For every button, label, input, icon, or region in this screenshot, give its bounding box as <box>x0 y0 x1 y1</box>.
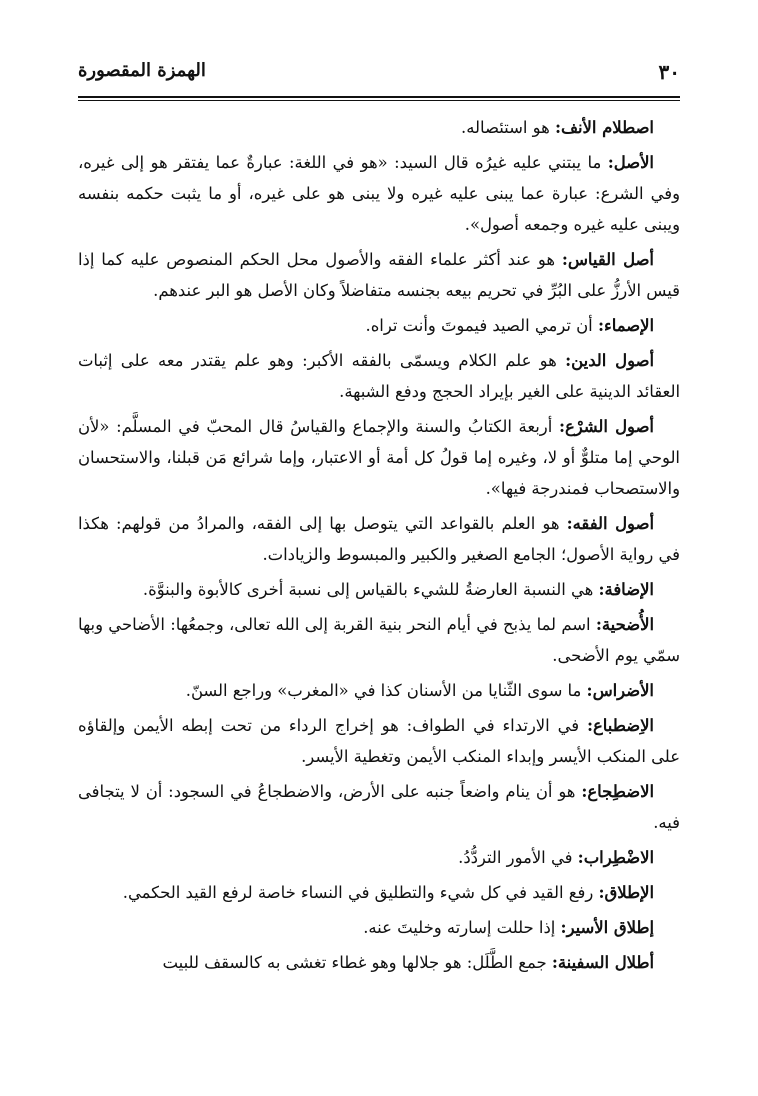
entry-text: ما يبتني عليه غيرُه قال السيد: «هو في اللغة: عبارةٌ عما يفتقر هو إلى غيره، وفي الشرع: عبارة عما يبنى عليه غيره ولا يبنى هو على غيره، أو ما يثبت حكمه بنفسه ويبنى عليه غيره وجمعه أصول». <box>78 153 680 234</box>
entry-term: أصول الشرْع: <box>558 417 654 436</box>
entry-term: الاضْطِراب: <box>577 848 654 867</box>
entry-text: في الارتداء في الطواف: هو إخراج الرداء من تحت إبطه الأيمن وإلقاؤه على المنكب الأيسر وإبداء المنكب الأيمن وتغطية الأيسر. <box>78 716 680 766</box>
entry-term: الأضراس: <box>586 681 654 700</box>
entry-text: هو استئصاله. <box>461 118 555 137</box>
entry-text: هو العلم بالقواعد التي يتوصل بها إلى الفقه، والمرادُ من قولهم: هكذا في رواية الأصول؛ الجامع الصغير والكبير والمبسوط والزيادات. <box>78 514 680 564</box>
entry <box>78 508 680 570</box>
entry <box>78 842 680 873</box>
entry-term: الاضطِجاع: <box>581 782 654 801</box>
entry <box>78 244 680 306</box>
entry <box>78 112 680 143</box>
entry-text: جمع الطَّلَل: هو جلالها وهو غطاء تغشى به كالسقف للبيت <box>162 953 552 972</box>
entry <box>78 776 680 838</box>
entry-text: أن ترمي الصيد فيموتَ وأنت تراه. <box>365 316 598 335</box>
entry-term: أطلال السفينة: <box>551 953 654 972</box>
running-header <box>78 58 680 92</box>
header-rule <box>78 96 680 98</box>
entry-term: إطلاق الأسير: <box>560 918 654 937</box>
entry-text: هي النسبة العارضةُ للشيء بالقياس إلى نسبة أخرى كالأبوة والبنوَّة. <box>142 580 599 599</box>
entry-text: إذا حللت إسارته وخليتَ عنه. <box>363 918 561 937</box>
entry-text: اسم لما يذبح في أيام النحر بنية القربة إلى الله تعالى، وجمعُها: الأضاحي وبها سمّي يوم الأضحى. <box>78 615 680 665</box>
header-rule-thin <box>78 100 680 101</box>
dictionary-body <box>78 112 680 1092</box>
entry-term: الأُضحية: <box>595 615 654 634</box>
entry <box>78 345 680 407</box>
entry-term: الإضافة: <box>598 580 654 599</box>
entry-text: هو عند أكثر علماء الفقه والأصول محل الحكم المنصوص عليه كما إذا قيس الأرزُّ على البُرِّ في تحريم بيعه بجنسه متفاضلاً وكان الأصل هو البر عندهم. <box>78 250 680 300</box>
entry-term: اصطلام الأنف: <box>554 118 654 137</box>
entry <box>78 877 680 908</box>
entry-text: هو أن ينام واضعاً جنبه على الأرض، والاضطجاعُ في السجود: أن لا يتجافى فيه. <box>78 782 680 832</box>
entry <box>78 675 680 706</box>
entry <box>78 574 680 605</box>
entry-term: الأصل: <box>607 153 654 172</box>
entry-term: الإصماء: <box>597 316 654 335</box>
entry <box>78 609 680 671</box>
entry <box>78 310 680 341</box>
entry-text: أربعة الكتابُ والسنة والإجماع والقياسُ قال المحبّ في المسلَّم: «لأن الوحي إما متلوٌّ أو لا، وغيره إما قولُ كل أمة أو الاعتبار، وإما شرائع مَن قبلنا، والاستحسان والاستصحاب فمندرجة فيها». <box>78 417 680 498</box>
page-number: ٣٠ <box>658 60 680 84</box>
entry-text: في الأمور التردُّدُ. <box>458 848 578 867</box>
chapter-title: الهمزة المقصورة <box>78 60 206 81</box>
entry-term: أصول الدين: <box>565 351 655 370</box>
entry <box>78 710 680 772</box>
entry-term: الاِضطباع: <box>586 716 654 735</box>
entry-term: الإطلاق: <box>598 883 654 902</box>
entry <box>78 411 680 504</box>
entry-term: أصل القياس: <box>561 250 654 269</box>
entry-term: أصول الفقه: <box>566 514 654 533</box>
entry <box>78 147 680 240</box>
entry <box>78 947 680 978</box>
entry-text: رفع القيد في كل شيء والتطليق في النساء خاصة لرفع القيد الحكمي. <box>122 883 599 902</box>
entry-text: هو علم الكلام ويسمّى بالفقه الأكبر: وهو علم يقتدر معه على إثبات العقائد الدينية على الغير بإيراد الحجج ودفع الشبهة. <box>78 351 680 401</box>
entry-text: ما سوى الثّنايا من الأسنان كذا في «المغرب» وراجع السنّ. <box>185 681 587 700</box>
entry <box>78 912 680 943</box>
